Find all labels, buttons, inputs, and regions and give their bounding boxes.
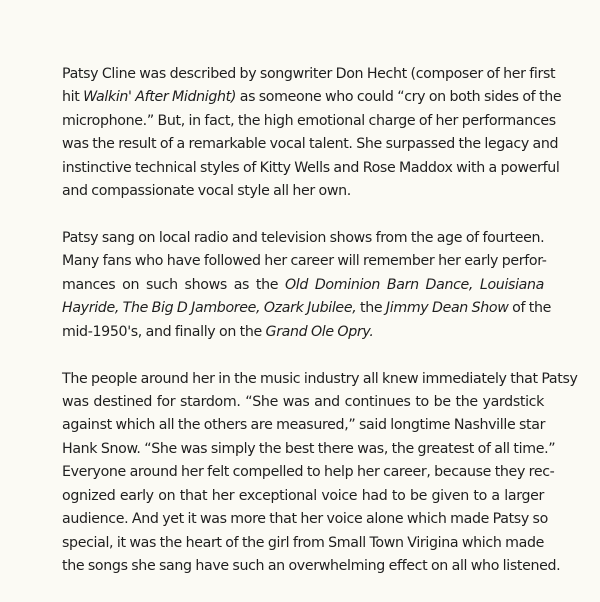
body-text: the [356,300,386,317]
body-text: hit [62,89,84,106]
italic-title-text: Jimmy Dean Show [385,300,509,317]
paragraph-early-shows [62,227,552,344]
body-text: microphone.” But, in fact, the high emotional charge of her performances [62,112,556,129]
text-line [62,414,544,437]
body-text: Many fans who have followed her career will remember her early perfor- [62,253,547,270]
text-line [62,368,578,391]
text-line [62,461,555,484]
paragraph-industry-praise [62,368,578,579]
liner-notes-page [62,63,578,602]
text-line [62,180,544,203]
italic-title-text: Hayride, The Big D Jamboree, Ozark Jubilee, [62,300,357,317]
text-line [62,133,559,156]
body-text: audience. And yet it was more that her voice alone which made Patsy so [62,511,548,528]
body-text: and compassionate vocal style all her own. [62,183,351,200]
text-line [62,555,561,578]
text-line [62,157,560,180]
body-text: ognized early on that her exceptional voice had to be given to a larger [62,487,544,504]
body-text: Everyone around her felt compelled to help her career, because they rec- [62,464,555,481]
text-line [62,110,556,133]
italic-title-text: Old Dominion Barn Dance, Louisiana [284,276,544,293]
body-text: was the result of a remarkable vocal talent. She surpassed the legacy and [62,136,559,153]
text-line [62,63,556,86]
body-text: mances on such shows as the [62,276,285,293]
text-line [62,86,562,109]
body-text: Hank Snow. “She was simply the best there was, the greatest of all time.” [62,440,556,457]
body-text: special, it was the heart of the girl from Small Town Virigina which made [62,534,544,551]
text-line [62,321,544,344]
body-text: The people around her in the music industry all knew immediately that Patsy [62,370,578,387]
italic-title-text: Walkin' After Midnight) [83,89,237,106]
text-line [62,532,544,555]
text-line [62,250,547,273]
text-line [62,438,556,461]
body-text: Patsy Cline was described by songwriter Don Hecht (composer of her first [62,66,556,82]
text-line [62,391,544,414]
body-text: against which all the others are measured,” said longtime Nashville star [62,417,546,434]
body-text: instinctive technical styles of Kitty Wells and Rose Maddox with a powerful [62,159,560,176]
body-text: Patsy sang on local radio and television shows from the age of fourteen. [62,230,545,247]
body-text: of the [508,300,552,317]
text-line [62,274,544,297]
body-text: was destined for stardom. “She was and continues to be the yardstick [62,394,544,411]
italic-title-text: Grand Ole Opry. [265,323,374,340]
text-line [62,227,544,250]
body-text: mid-1950's, and finally on the [62,323,266,340]
text-line [62,485,544,508]
body-text: the songs she sang have such an overwhelming effect on all who listened. [62,557,561,574]
paragraph-voice-description [62,63,562,203]
text-line [62,508,548,531]
text-line [62,297,552,320]
body-text: as someone who could “cry on both sides of the [236,89,562,106]
